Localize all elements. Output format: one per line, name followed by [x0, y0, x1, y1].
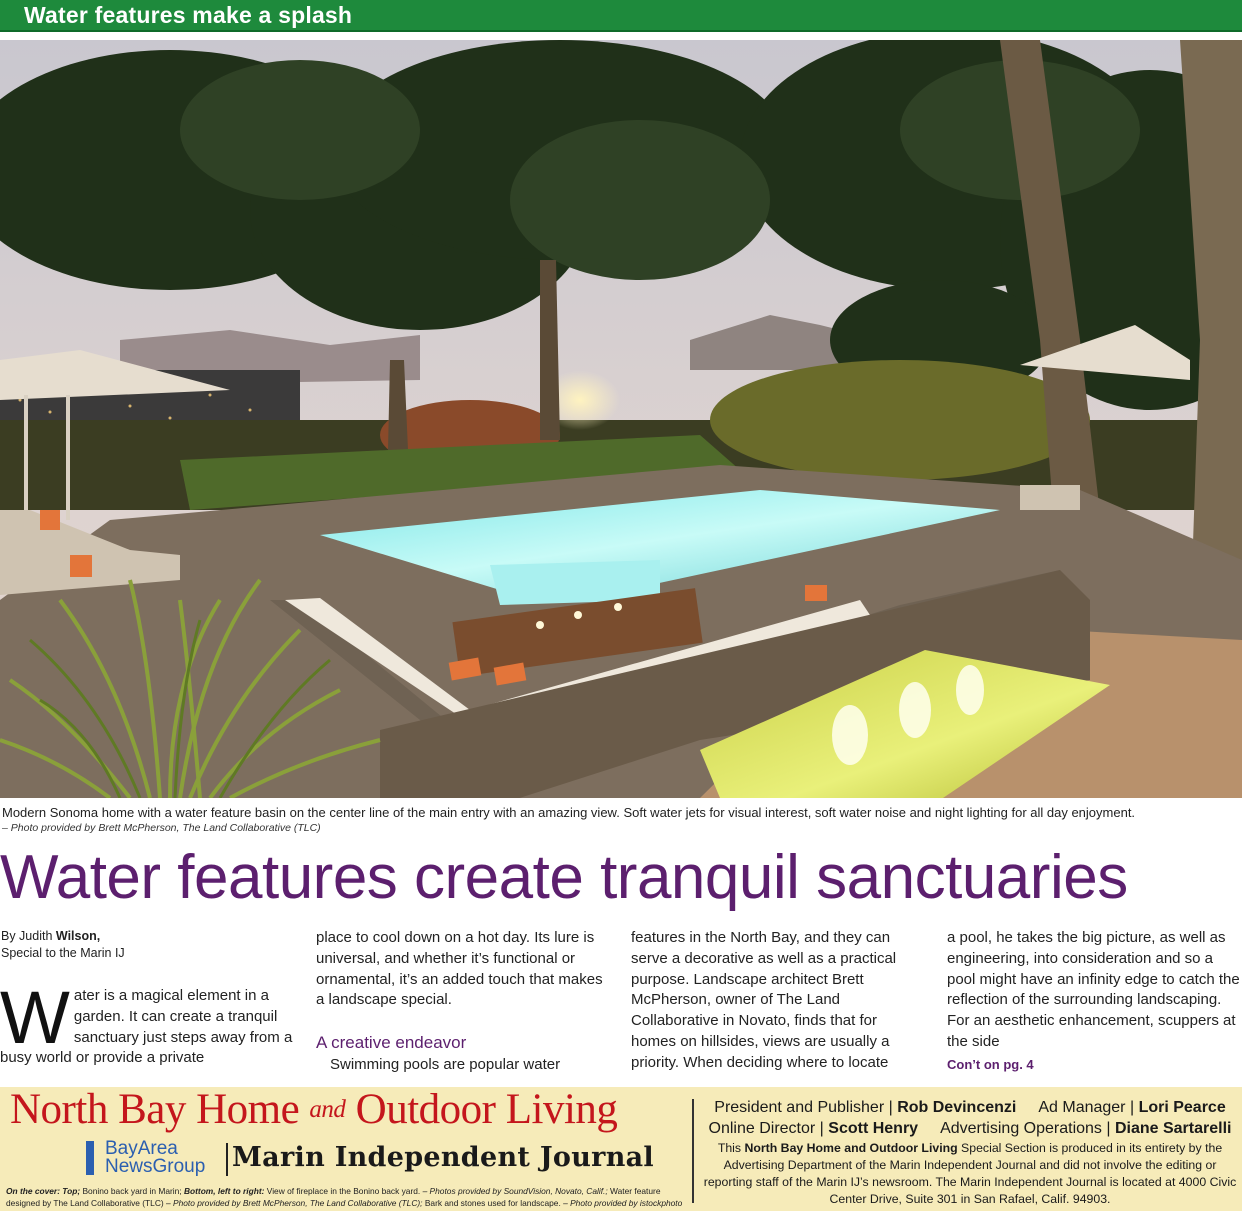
article-column-2 [316, 928, 606, 1076]
cover-credit-2: – Photo provided by Brett McPherson, The Land Collaborative (TLC); [163, 1198, 423, 1208]
cover-credit-1: – Photos provided by SoundVision, Novato, Calif.; [420, 1186, 608, 1196]
cover-water: Water feature designed by The Land Collaborative (TLC) [6, 1186, 661, 1208]
cover-credit-3: – Photo provided by istockphoto [560, 1198, 683, 1208]
lede-text: ater is a magical element in a garden. It can create a tranquil sanctuary just steps away from a busy world or provide a private [0, 987, 293, 1067]
subhead: A creative endeavor [316, 1033, 467, 1053]
footer-divider [692, 1099, 694, 1203]
pub-title-part-b: Outdoor Living [345, 1086, 618, 1133]
staff-row-2 [700, 1118, 1240, 1139]
staff-row-1 [700, 1097, 1240, 1118]
cover-bark: Bark and stones used for landscape. [422, 1198, 561, 1208]
article-headline: Water features create tranquil sanctuaries [0, 843, 1128, 912]
president-name: Rob Devincenzi [897, 1099, 1017, 1116]
cover-top-text: Bonino back yard in Marin; [80, 1186, 182, 1196]
ad-manager-label: Ad Manager | [1038, 1099, 1139, 1116]
article-column-3 [631, 928, 921, 1074]
byline-prefix: By Judith [1, 929, 56, 943]
president-label: President and Publisher | [714, 1099, 898, 1116]
online-director-name: Scott Henry [828, 1120, 919, 1137]
note-part-a: This [717, 1141, 745, 1155]
staff-box [700, 1097, 1240, 1208]
note-bold: North Bay Home and Outdoor Living [744, 1141, 958, 1155]
continued-link[interactable]: Con’t on pg. 4 [947, 1056, 1034, 1072]
ad-manager-name: Lori Pearce [1138, 1099, 1226, 1116]
drop-cap: W [0, 976, 70, 1059]
ad-ops-name: Diane Sartarelli [1114, 1120, 1232, 1137]
bang-logo-line-1: BayArea [105, 1138, 178, 1159]
section-banner [0, 0, 1242, 32]
column-2-text-b: Swimming pools are popular water [330, 1056, 561, 1074]
publication-title [10, 1085, 617, 1134]
cover-top: Top; [59, 1186, 81, 1196]
photo-credit: – Photo provided by Brett McPherson, The Land Collaborative (TLC) [2, 822, 321, 834]
note-part-b: Special Section is produced in its entirety by the Advertising Department of the Marin Independent Journal and did not involve the editing or reporting staff of the Marin IJ’s newsroom. The Marin Independent Journal is located at 4000 Civic Center Drive, Suite 301 in San Rafael, Calif. 94903. [703, 1141, 1237, 1206]
column-4-text: a pool, he takes the big picture, as well as engineering, into consideration and so a pool might have an infinity edge to catch the reflection of the surrounding landscaping. For an aesthetic enhancement, scuppers at the side [947, 929, 1240, 1050]
hero-photo [0, 40, 1242, 798]
cover-bottom: Bottom, left to right: [181, 1186, 265, 1196]
online-director-label: Online Director | [708, 1120, 829, 1137]
footer-masthead [0, 1087, 1242, 1211]
byline-name: Wilson, [55, 929, 101, 943]
byline-role: Special to the Marin IJ [1, 946, 125, 960]
column-2-text: place to cool down on a hot day. Its lure is universal, and whether it’s functional or ornamental, it’s an added touch that makes a landscape special. [316, 929, 603, 1009]
article-column-4 [947, 928, 1242, 1076]
lede-paragraph [0, 976, 300, 1069]
pub-title-and: and [309, 1096, 346, 1123]
marin-ij-logo: Marin Independent Journal [232, 1142, 654, 1173]
bang-logo-mark [86, 1141, 94, 1175]
section-title: Water features make a splash [24, 2, 353, 28]
cover-bottom-text: View of fireplace in the Bonino back yard. [264, 1186, 421, 1196]
photo-caption: Modern Sonoma home with a water feature basin on the center line of the main entry with an amazing view. Soft water jets for visual interest, soft water noise and night lighting for all day enjoyment. [2, 805, 1136, 820]
ad-ops-label: Advertising Operations | [940, 1120, 1115, 1137]
cover-credit [6, 1185, 686, 1209]
column-3-text: features in the North Bay, and they can serve a decorative as well as a practical purpose. Landscape architect Brett McPherson, owner of The Land Collaborative in Novato, finds that for homes on hillsides, views are usually a priority. When deciding where to locate [631, 929, 897, 1071]
bang-logo-line-2: NewsGroup [105, 1156, 206, 1177]
section-note [700, 1140, 1240, 1208]
pub-title-part-a: North Bay Home [10, 1086, 310, 1133]
logo-divider [226, 1143, 228, 1176]
byline [1, 928, 300, 962]
bayarea-newsgroup-logo [86, 1138, 220, 1178]
cover-label: On the cover: [6, 1186, 60, 1196]
article-column-1 [0, 928, 300, 1069]
